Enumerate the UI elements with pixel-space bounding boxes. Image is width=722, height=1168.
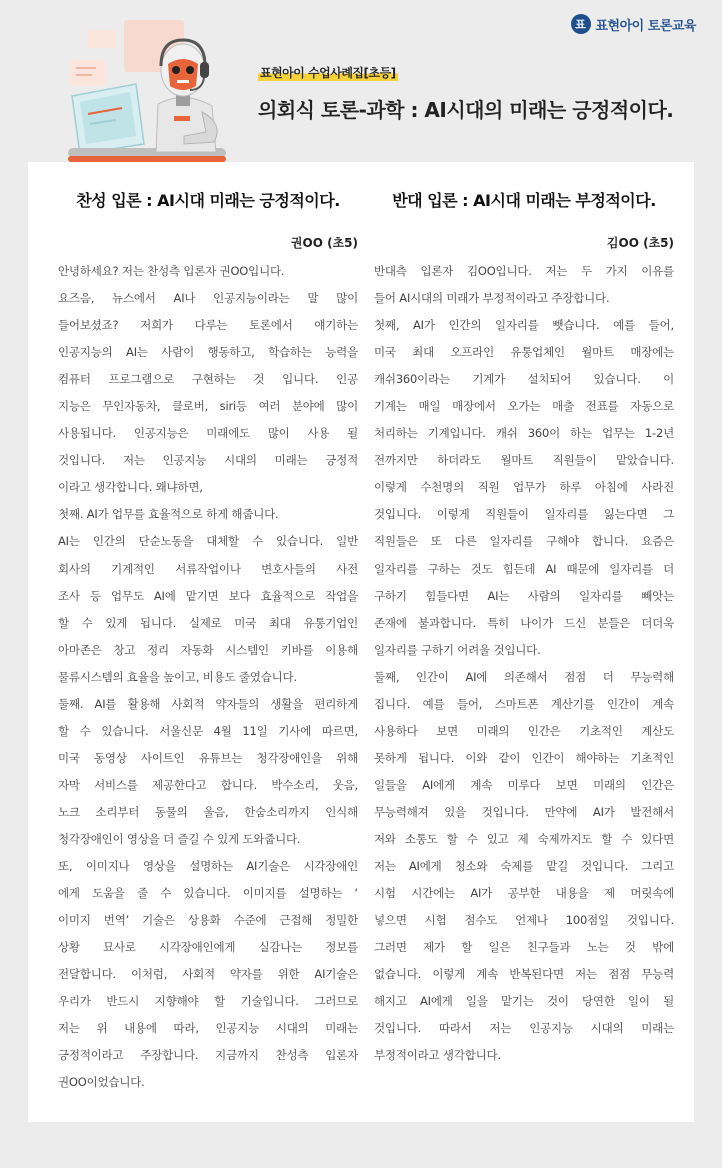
- brand: [571, 14, 697, 34]
- text-line: AI는 인간의 단순노동을 대체할 수 있습니다. 일반: [58, 534, 358, 549]
- negative-text: [374, 258, 674, 1069]
- robot-badge: [174, 116, 190, 121]
- brand-name: 표현아이 토론교육: [595, 18, 696, 34]
- text-line: 그러면 제가 할 일은 친구들과 노는 것 밖에: [374, 940, 674, 955]
- affirmative-title: 찬성 입론 : AI시대 미래는 긍정적이다.: [76, 191, 340, 210]
- affirmative-text: [58, 258, 358, 1096]
- text-line: 저와 소통도 할 수 있고 제 숙제까지도 할 수 있다면: [374, 831, 674, 846]
- text-line: 긍정적이라고 주장합니다. 지금까지 찬성측 입론자: [58, 1048, 358, 1063]
- page-title: 의회식 토론-과학 : AI시대의 미래는 긍정적이다.: [258, 98, 674, 122]
- text-line: 또, 이미지나 영상을 설명하는 AI기술은 시각장애인: [58, 859, 358, 874]
- text-line: 집니다. 예를 들어, 스마트폰 계산기를 인간이 계속: [374, 696, 674, 711]
- text-line: 아마존은 창고 정리 자동화 시스템인 키바를 이용해: [58, 642, 358, 657]
- text-line: 기계는 매일 매장에서 오가는 매출 전표를 자동으로: [374, 399, 674, 414]
- text-line: 권OO이었습니다.: [58, 1075, 145, 1090]
- text-line: 사용됩니다. 인공지능은 미래에도 많이 사용 될: [58, 426, 358, 441]
- text-line: 이라고 생각합니다. 왜냐하면,: [58, 480, 203, 495]
- text-line: 우리가 반드시 지향해야 할 기술입니다. 그러므로: [58, 994, 358, 1009]
- text-line: 둘째, 인간이 AI에 의존해서 점점 더 무능력해: [374, 669, 674, 684]
- text-line: 이렇게 수천명의 직원 업무가 하루 아침에 사라진: [374, 480, 674, 495]
- text-line: 조사 등 업무도 AI에 맡기면 보다 효율적으로 작업을: [58, 588, 358, 603]
- text-line: 둘째. AI를 활용해 사회적 약자들의 생활을 편리하게: [58, 696, 358, 711]
- text-line: 부정적이라고 생각합니다.: [374, 1048, 501, 1063]
- text-line: 못하게 됩니다. 이와 같이 인간이 해야하는 기초적인: [374, 750, 674, 765]
- text-line: 요즈음, 뉴스에서 AI나 인공지능이라는 말 많이: [58, 291, 358, 306]
- negative-title: 반대 입론 : AI시대 미래는 부정적이다.: [392, 191, 656, 210]
- text-line: 구하기 힘들다면 AI는 사람의 일자리를 빼앗는: [374, 588, 674, 603]
- text-line: 저는 AI에게 청소와 숙제를 맡길 것입니다. 그리고: [374, 859, 674, 874]
- text-line: 넣으면 시험 점수도 언제나 100점일 것입니다.: [374, 913, 674, 928]
- robot-mouth: [177, 80, 189, 83]
- text-line: 일자리를 구하기 어려울 것입니다.: [374, 642, 541, 657]
- text-line: 일들을 AI에게 계속 미루다 보면 미래의 인간은: [374, 777, 674, 792]
- text-line: 인공지능의 AI는 사람이 행동하고, 학습하는 능력을: [58, 345, 358, 360]
- text-line: 존재에 불과합니다. 특히 나이가 드신 분들은 더더욱: [374, 615, 674, 630]
- text-line: 해지고 AI에게 일을 맡기는 것이 당연한 일이 될: [374, 994, 674, 1009]
- text-line: 안녕하세요? 저는 찬성측 입론자 권OO입니다.: [58, 264, 285, 278]
- text-line: 사용하다 보면 미래의 인간은 기초적인 계산도: [374, 723, 674, 738]
- deco-card-2: [88, 30, 116, 48]
- text-line: 청각장애인이 영상을 더 즐길 수 있게 도와줍니다.: [58, 831, 301, 846]
- robot-illustration-icon: [66, 20, 236, 162]
- affirmative-author: 권OO (초5): [290, 236, 358, 250]
- text-line: 시험 시간에는 AI가 공부한 내용을 제 머릿속에: [374, 886, 674, 901]
- text-line: 노크 소리부터 동물의 울음, 한숨소리까지 인식해: [58, 804, 358, 819]
- text-line: 것입니다. 따라서 저는 인공지능 시대의 미래는: [374, 1021, 674, 1036]
- text-line: 첫째. AI가 업무를 효율적으로 하게 해줍니다.: [58, 507, 279, 522]
- text-line: 반대측 입론자 김OO입니다. 저는 두 가지 이유를: [374, 264, 674, 278]
- text-line: 회사의 기계적인 서류작업이나 변호사들의 사전: [58, 561, 358, 576]
- robot-eye-left: [172, 66, 180, 74]
- text-line: 미국 최대 오프라인 유통업체인 월마트 매장에는: [374, 345, 674, 360]
- text-line: 상황 묘사로 시각장애인에게 실감나는 정보를: [58, 940, 358, 955]
- text-line: 자막 서비스를 제공한다고 합니다. 박수소리, 웃음,: [58, 777, 358, 792]
- text-line: 없습니다. 이렇게 계속 반복된다면 저는 점점 무능력: [374, 967, 674, 982]
- text-line: 저는 위 내용에 따라, 인공지능 시대의 미래는: [58, 1021, 358, 1036]
- headset-ear: [200, 62, 209, 78]
- brand-logo-icon: 표: [571, 14, 591, 34]
- text-line: 전달합니다. 이처럼, 사회적 약자를 위한 AI기술은: [58, 967, 358, 982]
- text-line: 들어보셨죠? 저희가 다루는 토론에서 얘기하는: [58, 318, 358, 333]
- text-line: 에게 도움을 줄 수 있습니다. 이미지를 설명하는 ‘: [58, 886, 358, 901]
- debate-card: [28, 162, 694, 1122]
- text-line: 전까지만 하더라도 월마트 직원들이 맡았습니다.: [374, 453, 674, 468]
- negative-author: 김OO (초5): [606, 236, 674, 250]
- text-line: 할 수 있게 됩니다. 실제로 미국 최대 유통기업인: [58, 615, 358, 630]
- text-line: 일자리를 구하는 것도 힘든데 AI 때문에 일자리를 더: [374, 561, 674, 576]
- text-line: 무능력해져 있을 것입니다. 만약에 AI가 발전해서: [374, 804, 674, 819]
- text-line: 것입니다. 이렇게 직원들이 일자리를 잃는다면 그: [374, 507, 674, 522]
- text-line: 캐쉬360이라는 기계가 설치되어 있습니다. 이: [374, 372, 674, 387]
- text-line: 미국 동영상 사이트인 유튜브는 청각장애인을 위해: [58, 750, 358, 765]
- robot-face: [168, 59, 198, 90]
- robot-eye-right: [186, 66, 194, 74]
- text-line: 지능은 무인자동차, 클로버, siri등 여러 분야에 많이: [58, 399, 358, 414]
- collection-subtitle: 표현아이 수업사례집[초등]: [260, 66, 396, 80]
- text-line: 것입니다. 저는 인공지능 시대의 미래는 긍정적: [58, 453, 358, 468]
- text-line: 처리하는 기계입니다. 캐쉬 360이 하는 업무는 1-2년: [374, 426, 674, 441]
- text-line: 할 수 있습니다. 서울신문 4월 11일 기사에 따르면,: [58, 723, 358, 738]
- text-line: 컴퓨터 프로그램으로 구현하는 것 입니다. 인공: [58, 372, 358, 387]
- text-line: 첫째, AI가 인간의 일자리를 뺏습니다. 예를 들어,: [374, 318, 674, 333]
- text-line: 들어 AI시대의 미래가 부정적이라고 주장합니다.: [374, 291, 610, 306]
- text-line: 물류시스템의 효율을 높이고, 비용도 줄였습니다.: [58, 669, 297, 684]
- text-line: 직원들은 또 다른 일자리를 구해야 합니다. 요즘은: [374, 534, 674, 549]
- text-line: 이미지 번역’ 기술은 상용화 수준에 근접해 정밀한: [58, 913, 358, 928]
- deco-card: [70, 60, 106, 86]
